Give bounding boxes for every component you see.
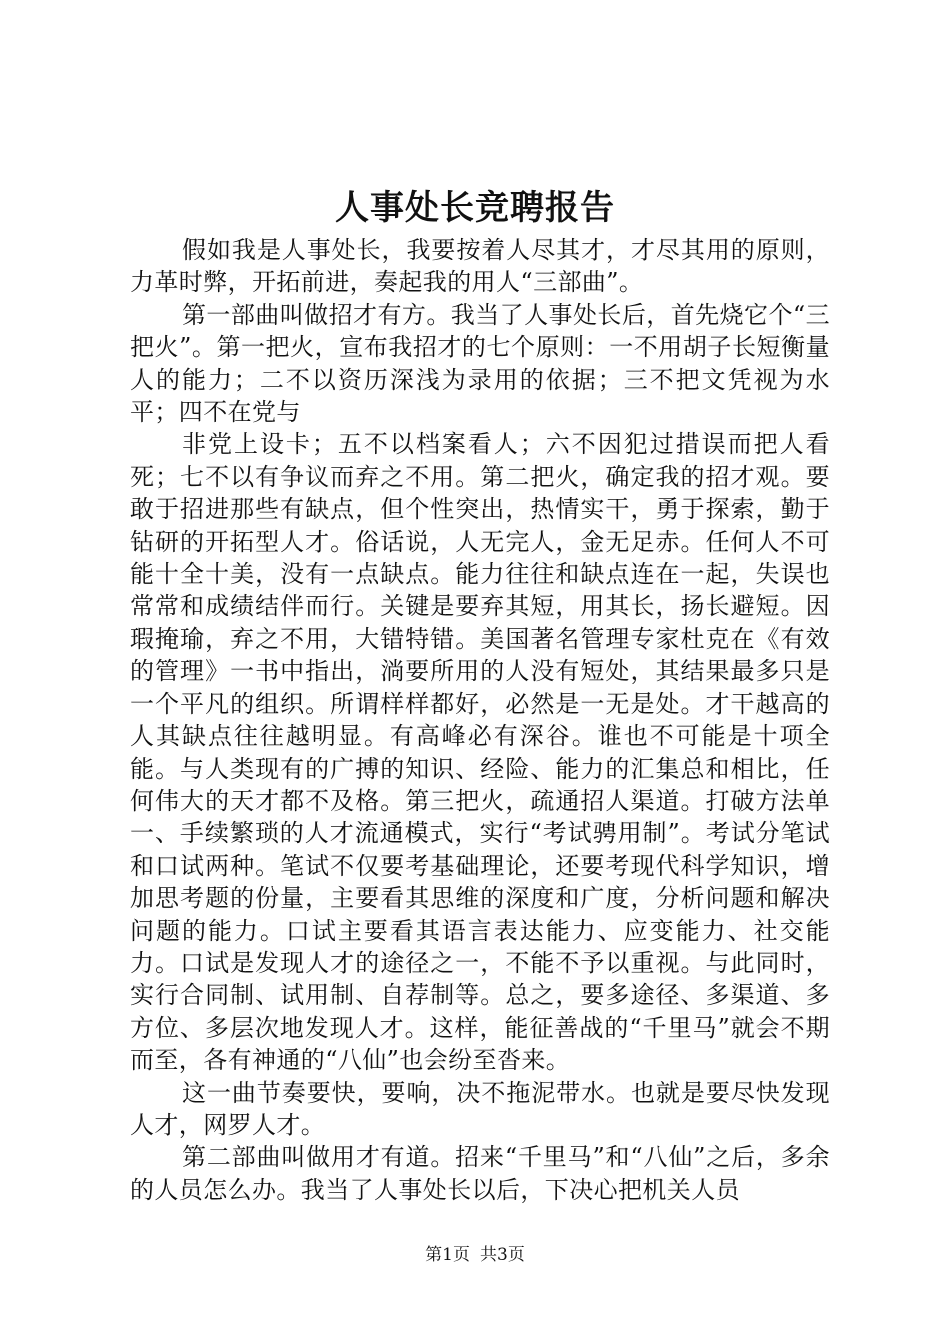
page-total: 共3页 bbox=[480, 1245, 525, 1265]
document-title: 人事处长竞聘报告 bbox=[335, 188, 615, 228]
paragraph-part-two-start: 第二部曲叫做用才有道。招来“千里马”和“八仙”之后，多余的人员怎么办。我当了人事处长以后，下决心把机关人员 bbox=[130, 1143, 830, 1204]
document-body bbox=[130, 234, 830, 1206]
page-number: 第1页 bbox=[425, 1245, 470, 1265]
paragraph-intro: 假如我是人事处长，我要按着人尽其才，才尽其用的原则，力革时弊，开拓前进，奏起我的用人“三部曲”。 bbox=[130, 236, 830, 297]
paragraph-part-one-summary: 这一曲节奏要快，要响，决不拖泥带水。也就是要尽快发现人才，网罗人才。 bbox=[130, 1078, 830, 1139]
page-footer bbox=[0, 1244, 950, 1266]
paragraph-part-one-start: 第一部曲叫做招才有方。我当了人事处长后，首先烧它个“三把火”。第一把火，宣布我招才的七个原则：一不用胡子长短衡量人的能力；二不以资历深浅为录用的依据；三不把文凭视为水平；四不在党与 bbox=[130, 300, 830, 427]
paragraph-part-one-continued: 非党上设卡；五不以档案看人；六不因犯过措误而把人看死；七不以有争议而弃之不用。第二把火，确定我的招才观。要敢于招进那些有缺点，但个性突出，热情实干，勇于探索，勤于钻研的开拓型人才。俗话说，人无完人，金无足赤。任何人不可能十全十美，没有一点缺点。能力往往和缺点连在一起，失误也常常和成绩结伴而行。关键是要弃其短，用其长，扬长避短。因瑕掩瑜，弃之不用，大错特错。美国著名管理专家杜克在《有效的管理》一书中指出，淌要所用的人没有短处，其结果最多只是一个平凡的组织。所谓样样都好，必然是一无是处。才干越高的人其缺点往往越明显。有高峰必有深谷。谁也不可能是十项全能。与人类现有的广搏的知识、经险、能力的汇集总和相比，任何伟大的天才都不及格。第三把火，疏通招人渠道。打破方法单一、手续繁琐的人才流通模式，实行“考试骋用制”。考试分笔试和口试两种。笔试不仅要考基础理论，还要考现代科学知识，增加思考题的份量，主要看其思维的深度和广度，分析问题和解决问题的能力。口试主要看其语言表达能力、应变能力、社交能力。口试是发现人才的途径之一，不能不予以重视。与此同时，实行合同制、试用制、自荐制等。总之，要多途径、多渠道、多方位、多层次地发现人才。这样，能征善战的“千里马”就会不期而至，各有神通的“八仙”也会纷至沓来。 bbox=[130, 430, 830, 1075]
